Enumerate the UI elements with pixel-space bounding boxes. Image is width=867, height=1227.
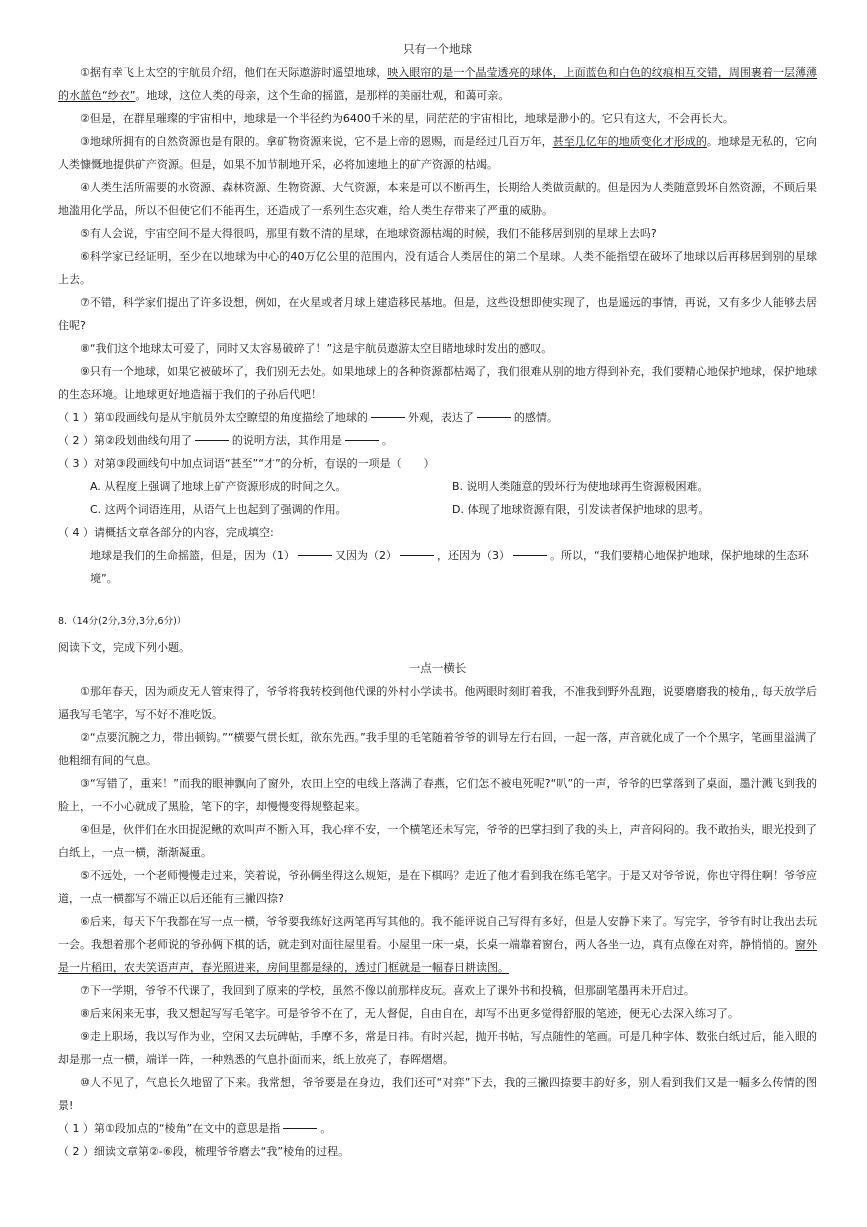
answer-blank[interactable] xyxy=(283,1128,317,1129)
dotted-char: 至 xyxy=(563,135,575,148)
passage2-paragraph-2: ②“点要沉腕之力，带出顿钩。”“横要气贯长虹，欲东先西。”我手里的毛笔随着爷爷的训导左行右回，一起一落，声音就化成了一个个黑字，笔画里溢满了他粗细有间的气息。 xyxy=(58,731,817,767)
answer-blank[interactable] xyxy=(371,417,405,418)
question-8-intro: 阅读下文，完成下列小题。 xyxy=(58,641,190,654)
passage2-paragraph-3: ③“写错了，重来！”而我的眼神飘向了窗外，农田上空的电线上落满了春燕，它们怎不被电死呢?“叭”的一声，爷爷的巴掌落到了桌面，墨汁溅飞到我的脸上，一不小心就成了黑脸，笔下的字，却慢慢变得规整起来。 xyxy=(58,777,817,813)
answer-blank[interactable] xyxy=(345,440,379,441)
passage1-paragraph-6: ⑥科学家已经证明，至少在以地球为中心的40万亿公里的范围内，没有适合人类居住的第二个星球。人类不能指望在破坏了地球以后再移居到别的星球上去。 xyxy=(58,250,817,286)
passage1-paragraph-1: ①据有幸飞上太空的宇航员介绍，他们在天际遨游时遥望地球，映入眼帘的是一个晶莹透亮的球体，上面蓝色和白色的纹痕相互交错，周围裹着一层薄薄的水蓝色“纱衣”。地球，这位人类的母亲，这个生命的摇篮，是那样的美丽壮观，和蔼可亲。 xyxy=(58,66,817,102)
dotted-char: 棱 xyxy=(728,685,740,698)
passage1-title: 只有一个地球 xyxy=(403,42,472,56)
option-c[interactable]: C. 这两个词语连用，从语气上也起到了强调的作用。 xyxy=(90,503,347,516)
passage1-paragraph-4: ④人类生活所需要的水资源、森林资源、生物资源、大气资源，本来是可以不断再生，长期给人类做贡献的。但是因为人类随意毁坏自然资源，不顾后果地滥用化学品，所以不但使它们不能再生，还造成了一系列生态灾难，给人类生存带来了严重的威胁。 xyxy=(58,181,817,217)
passage1-paragraph-7: ⑦不错，科学家们提出了许多设想，例如，在火星或者月球上建造移民基地。但是，这些设想即使实现了，也是遥远的事情，再说，又有多少人能够去居住呢? xyxy=(58,296,817,332)
dotted-char: 才 xyxy=(662,135,674,148)
answer-blank[interactable] xyxy=(195,440,229,441)
passage2-paragraph-4: ④但是，伙伴们在水田捉泥鳅的欢叫声不断入耳，我心痒不安，一个横笔还未写完，爷爷的巴掌扫到了我的头上，声音闷闷的。我不敢抬头，眼光投到了白纸上，一点一横，渐渐凝重。 xyxy=(58,823,817,859)
answer-blank[interactable] xyxy=(298,555,332,556)
underlined-sentence: 窗外是一片稻田，农夫笑语声声，春光照进来，房间里都是绿的，透过门框就是一幅春日耕读图。 xyxy=(58,938,817,974)
dotted-char: 有 xyxy=(324,457,336,470)
passage2-paragraph-9: ⑨走上职场，我以写作为业，空闲又去玩碑帖，手摩不多，常是日祎。有时兴起，抛开书帖，写点随性的笔画。可是几种字体、数张白纸过后，能入眼的却是那一点一横，端详一阵，一种熟悉的气息扑面而来，纸上放亮了，春晖熠熠。 xyxy=(58,1030,817,1066)
passage2-title: 一点一横长 xyxy=(408,661,467,675)
passage2-paragraph-5: ⑤不远处，一个老师慢慢走过来，笑着说，爷孙俩坐得这么规矩，是在下棋吗？走近了他才看到我在练毛笔字。于是又对爷爷说，你也守得住啊！爷爷应道，一点一横都写不端正以后还能有三撇四捺? xyxy=(58,869,817,905)
underlined-sentence: 映入眼帘的是一个晶莹透亮的球体，上面蓝色和白色的纹痕相互交错，周围裹着一层薄薄的水蓝色“纱衣” xyxy=(58,66,817,102)
passage2-paragraph-8: ⑧后来闲来无事，我又想起写写毛笔字。可是爷爷不在了，无人督促，自由自在，却写不出更多觉得舒服的笔迹，便无心去深入练习了。 xyxy=(80,1007,739,1020)
passage1-question-3: （ 3 ）对第③段画线句中加点词语“甚至”“才”的分析，有误的一项是（ ） xyxy=(58,457,435,470)
passage1-question-4-fill: 地球是我们的生命摇篮，但是，因为（1） 又因为（2） ，还因为（3） 。所以，“我们要精心地保护地球，保护地球的生态环境”。 xyxy=(90,549,809,585)
option-d[interactable]: D. 体现了地球资源有限，引发读者保护地球的思考。 xyxy=(452,503,710,516)
passage2-paragraph-7: ⑦下一学期，爷爷不代课了，我回到了原来的学校，虽然不像以前那样皮玩。喜欢上了课外书和投稿，但那副笔墨再未开启过。 xyxy=(80,984,695,997)
answer-blank[interactable] xyxy=(477,417,511,418)
passage2-paragraph-1: ①那年春天，因为顽皮无人管束得了，爷爷将我转校到他代课的外村小学读书。他两眼时刻盯着我，不准我到野外乱跑，说要磨磨我的棱角，每天放学后逼我写毛笔字，写不好不准吃饭。 xyxy=(58,685,818,721)
underlined-phrase: 甚至几亿年的地质变化才形成的 xyxy=(552,135,707,148)
option-b[interactable]: B. 说明人类随意的毁坏行为使地球再生资源极困难。 xyxy=(452,480,709,493)
passage1-question-2: （ 2 ）第②段划曲线句用了 的说明方法，其作用是 。 xyxy=(58,434,393,447)
dotted-char: 角 xyxy=(739,685,751,698)
passage2-question-2: （ 2 ）细读文章第②-⑥段，梳理爷爷磨去“我”棱角的过程。 xyxy=(58,1145,350,1158)
passage1-paragraph-3: ③地球所拥有的自然资源也是有限的。拿矿物资源来说，它不是上帝的恩赐，而是经过几百万年，甚至几亿年的地质变化才形成的。地球是无私的，它向人类慷慨地提供矿产资源。但是，如果不加节制地开采，必将加速地上的矿产资源的枯竭。 xyxy=(58,135,818,171)
passage1-paragraph-2: ②但是，在群星璀璨的宇宙相中，地球是一个半径约为6400千米的星，同茫茫的宇宙相比，地球是渺小的。它只有这大，不会再长大。 xyxy=(80,112,734,125)
passage1-question-4: （ 4 ）请概括文章各部分的内容，完成填空: xyxy=(58,526,274,539)
passage1-paragraph-5: ⑤有人会说，宇宙空间不是大得很吗，那里有数不清的星球，在地球资源枯竭的时候，我们不能移居到别的星球上去吗? xyxy=(80,227,657,240)
passage2-paragraph-6: ⑥后来，每天下午我都在写一点一横，爷爷要我练好这两笔再写其他的。我不能评说自己写得有多好，但是人安静下来了。写完字，爷爷有时让我出去玩一会。我想着那个老师说的爷孙俩下棋的话，就走到对面往屋里看。小屋里一床一桌，长桌一端靠着窗台，两人各坐一边，真有点像在对弈，静悄悄的。窗外是一片稻田，农夫笑语声声，春光照进来，房间里都是绿的，透过门框就是一幅春日耕读图。 xyxy=(58,915,817,974)
passage2-paragraph-10: ⑩人不见了，气息长久地留了下来。我常想，爷爷要是在身边，我们还可“对弈”下去，我的三撇四捺要丰韵好多，别人看到我们又是一幅多么传情的图景! xyxy=(58,1076,817,1112)
option-a[interactable]: A. 从程度上强调了地球上矿产资源形成的时间之久。 xyxy=(90,480,347,493)
passage1-question-3-options xyxy=(90,475,817,521)
passage1-paragraph-9: ⑨只有一个地球，如果它被破坏了，我们别无去处。如果地球上的各种资源都枯竭了，我们很难从别的地方得到补充，我们要精心地保护地球，保护地球的生态环境。让地球更好地造福于我们的子孙后代吧！ xyxy=(58,365,817,401)
dotted-char: 甚 xyxy=(552,135,564,148)
passage2-question-1: （ 1 ）第①段加点的“棱角”在文中的意思是指 。 xyxy=(58,1122,332,1135)
answer-blank[interactable] xyxy=(513,555,547,556)
passage1-question-1: （ 1 ）第①段画线句是从宇航员外太空瞭望的角度描绘了地球的 外观，表达了 的感情。 xyxy=(58,411,558,424)
passage1-paragraph-8: ⑧“我们这个地球太可爱了，同时又太容易破碎了！”这是宇航员遨游太空目睹地球时发出的感叹。 xyxy=(80,342,553,355)
question-8-number: 8.（14分(2分,3分,3分,6分)） xyxy=(58,616,187,627)
dotted-char: 误 xyxy=(335,457,347,470)
answer-blank[interactable] xyxy=(400,555,434,556)
